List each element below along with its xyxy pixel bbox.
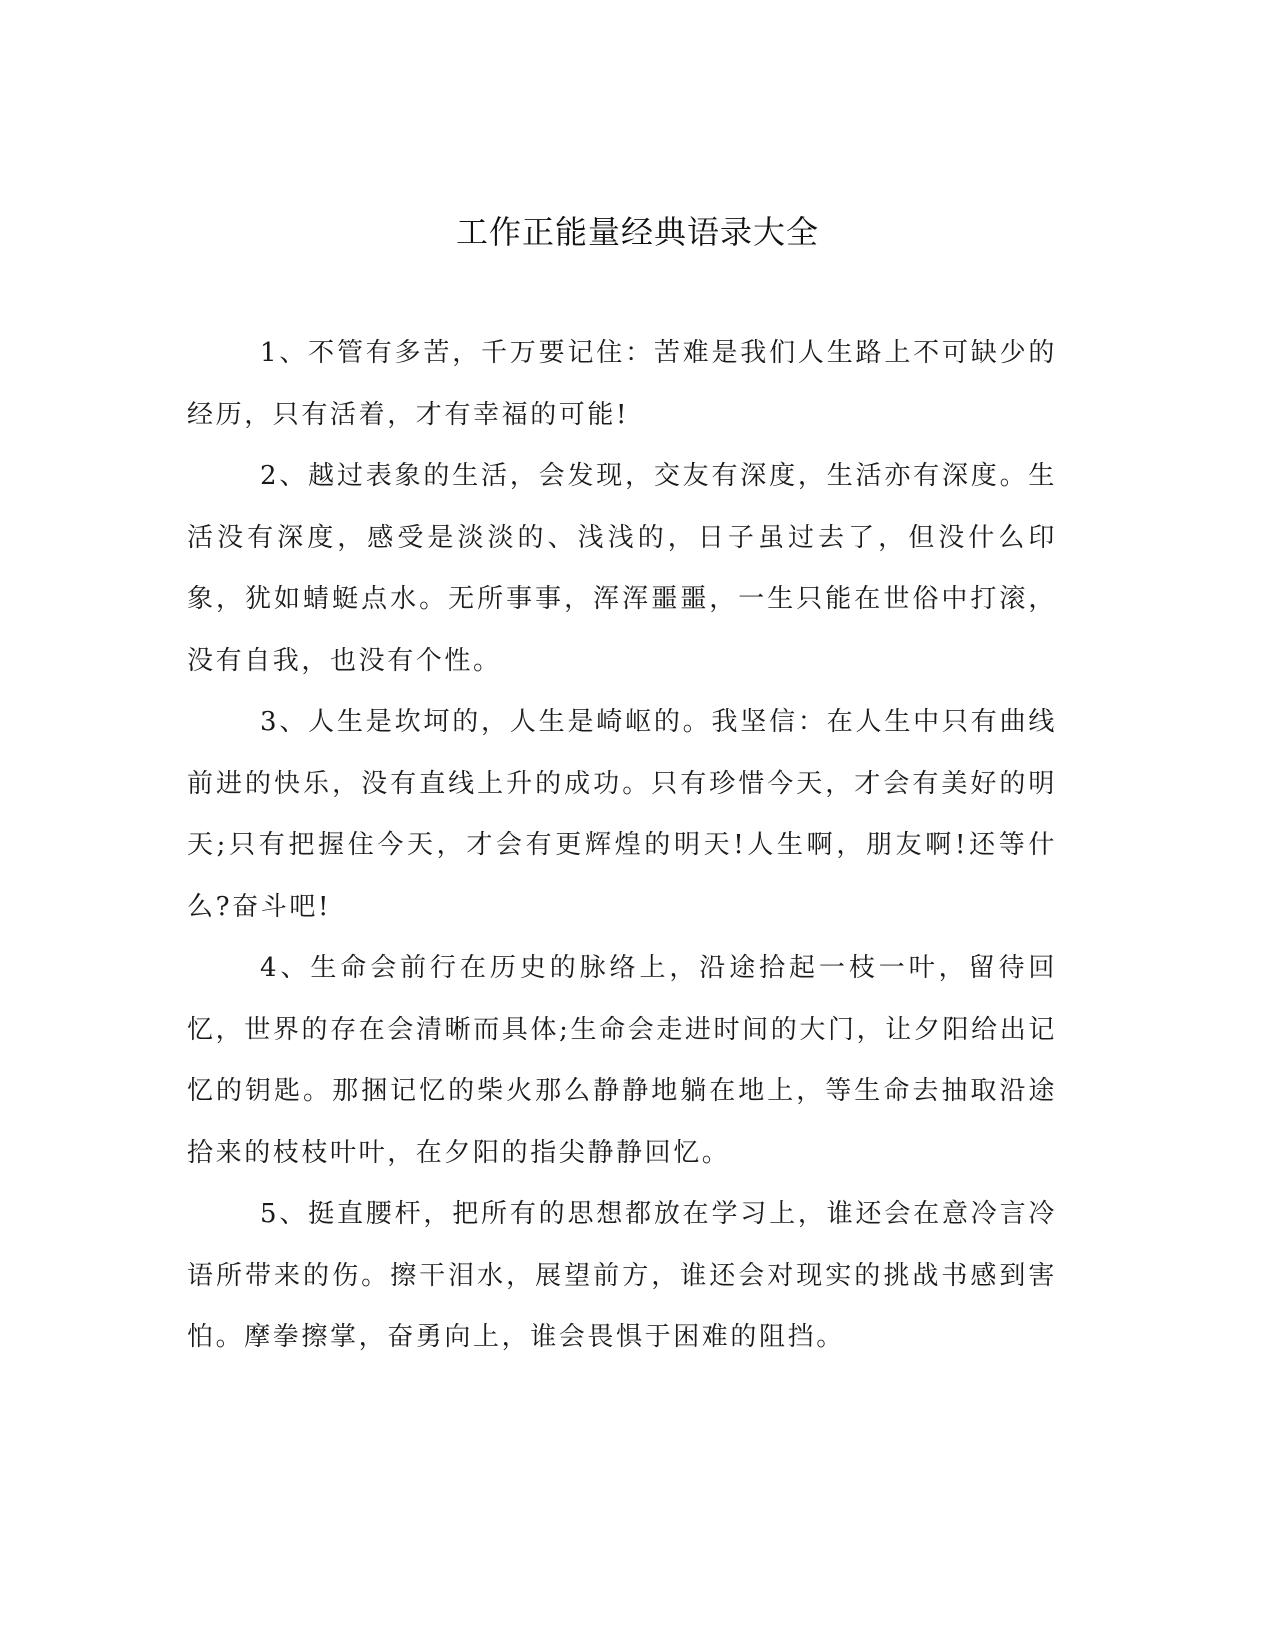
quote-paragraph-2: 2、越过表象的生活，会发现，交友有深度，生活亦有深度。生活没有深度，感受是淡淡的、浅浅的，日子虽过去了，但没什么印象，犹如蜻蜓点水。无所事事，浑浑噩噩，一生只能在世俗中打滚，没有自我，也没有个性。 bbox=[187, 461, 1057, 676]
quote-paragraph-4: 4、生命会前行在历史的脉络上，沿途拾起一枝一叶，留待回忆，世界的存在会清晰而具体;生命会走进时间的大门，让夕阳给出记忆的钥匙。那捆记忆的柴火那么静静地躺在地上，等生命去抽取沿途拾来的枝枝叶叶，在夕阳的指尖静静回忆。 bbox=[187, 953, 1057, 1168]
quote-paragraph-5: 5、挺直腰杆，把所有的思想都放在学习上，谁还会在意冷言冷语所带来的伤。擦干泪水，展望前方，谁还会对现实的挑战书感到害怕。摩拳擦掌，奋勇向上，谁会畏惧于困难的阻挡。 bbox=[187, 1199, 1057, 1352]
quote-paragraph-3: 3、人生是坎坷的，人生是崎岖的。我坚信：在人生中只有曲线前进的快乐，没有直线上升的成功。只有珍惜今天，才会有美好的明天;只有把握住今天，才会有更辉煌的明天!人生啊，朋友啊!还等什么?奋斗吧! bbox=[187, 707, 1057, 922]
quote-paragraph-1: 1、不管有多苦，千万要记住：苦难是我们人生路上不可缺少的经历，只有活着，才有幸福的可能! bbox=[187, 338, 1057, 430]
document-title: 工作正能量经典语录大全 bbox=[455, 213, 819, 251]
document-body bbox=[187, 323, 1057, 1369]
